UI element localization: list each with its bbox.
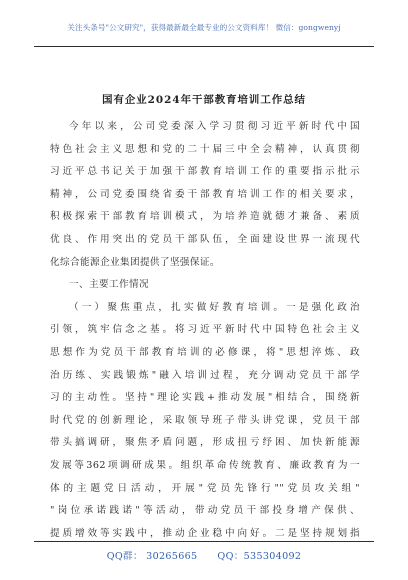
paragraph-line: 带头搞调研，聚焦矛盾问题，形成扭亏纾困、加快新能源: [50, 437, 360, 449]
paragraph-line: （一）聚焦重点，扎实做好教育培训。一是强化政治: [69, 301, 360, 313]
paragraph-line: 化综合能源企业集团提供了坚强保证。: [50, 256, 220, 268]
paragraph-line: 引领，筑牢信念之基。将习近平新时代中国特色社会主义: [50, 324, 360, 336]
paragraph-line: 优良、作用突出的党员干部队伍，全面建设世界一流现代: [50, 233, 360, 245]
qq-group-number: QQ群： 30265665: [106, 551, 198, 562]
section-heading: 一、主要工作情况: [69, 279, 149, 291]
paragraph-line: "岗位承诺践诺"等活动，带动党员干部投身增产保供、: [50, 505, 360, 517]
paragraph-line: 今年以来，公司党委深入学习贯彻习近平新时代中国: [69, 121, 360, 132]
paragraph-line: 治历练、实践锻炼"融入培训过程，充分调动党员干部学: [50, 369, 360, 381]
paragraph-line: 思想作为党员干部教育培训的必修课，将"思想淬炼、政: [50, 346, 360, 358]
paragraph-line: 特色社会主义思想和党的二十届三中全会精神，认真贯彻: [50, 143, 360, 155]
qq-number: QQ：535304092: [217, 551, 302, 562]
footer-divider: [34, 541, 374, 542]
paragraph-line: 精神，公司党委围绕省委干部教育培训工作的相关要求，: [50, 188, 360, 200]
footer-contact: [0, 548, 408, 562]
document-body: [50, 116, 360, 545]
header-divider: [34, 46, 374, 47]
paragraph-line: 习近平总书记关于加强干部教育培训工作的重要指示批示: [50, 166, 360, 178]
paragraph-line: 提质增效等实践中，推动企业稳中向好。二是坚持规划指: [50, 527, 360, 539]
header-banner: 关注头条号"公文研究"，获得最新最全最专业的公文资料库！ 微信：gongwenyj: [67, 23, 341, 32]
paragraph-line: 习的主动性。坚持"理论实践+推动发展"相结合，围绕新: [50, 392, 360, 404]
paragraph-line: 发展等362项调研成果。组织革命传统教育、廉政教育为一: [50, 459, 360, 471]
paragraph-line: 时代党的创新理论，采取领导班子带头讲党课，党员干部: [50, 414, 360, 426]
paragraph-line: 积极探索干部教育培训模式，为培养造就德才兼备、素质: [50, 211, 360, 223]
document-title: 国有企业2024年干部教育培训工作总结: [102, 94, 306, 106]
paragraph-line: 体的主题党日活动，开展"党员先锋行""党员攻关组": [50, 482, 360, 494]
